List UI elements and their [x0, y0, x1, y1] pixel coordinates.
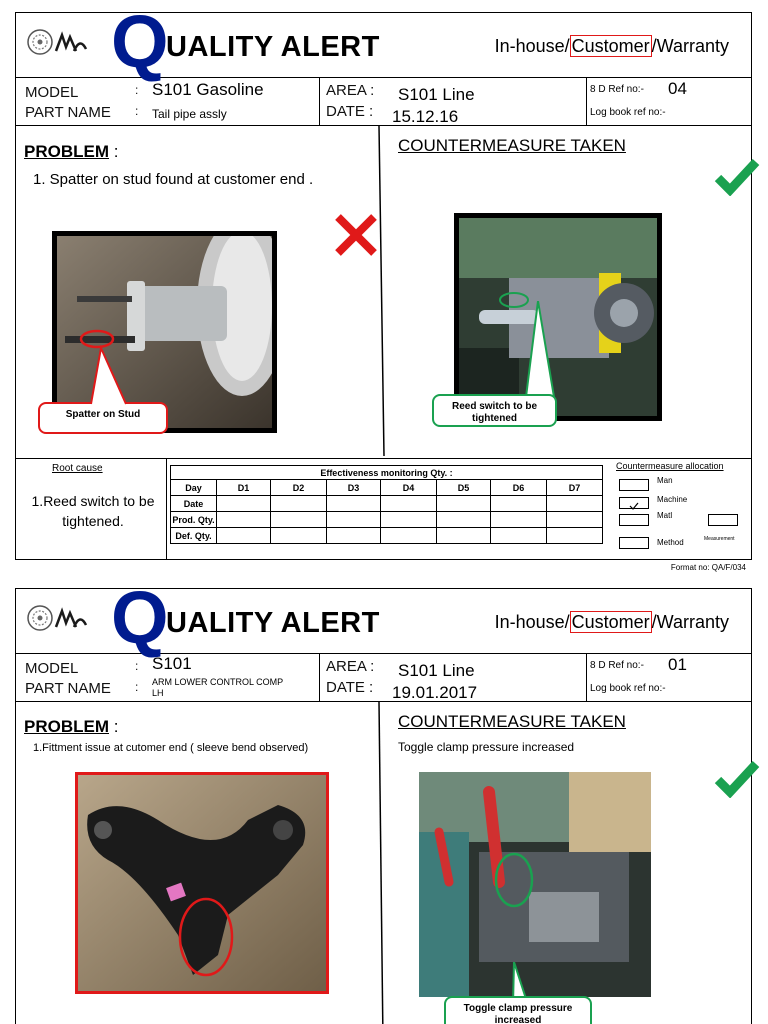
divider	[319, 654, 320, 701]
problem-countermeasure-area	[16, 126, 751, 456]
divider	[166, 459, 167, 560]
warranty-option: /Warranty	[651, 36, 729, 56]
part-name-colon: :	[135, 680, 139, 694]
effectiveness-title: Effectiveness monitoring Qty. :	[171, 466, 603, 480]
divider	[586, 78, 587, 125]
table-cell[interactable]	[381, 496, 437, 512]
company-logo-icon	[26, 603, 92, 633]
reed-switch-callout: Reed switch to be tightened	[432, 394, 557, 427]
quality-alert-sheet-1	[15, 0, 752, 560]
table-cell[interactable]	[547, 528, 603, 544]
problem-heading: PROBLEM :	[24, 717, 119, 736]
date-value: 19.01.2017	[392, 683, 478, 702]
table-cell[interactable]	[491, 512, 547, 528]
ref-value: 04	[668, 79, 687, 98]
row-header-def-qty: Def. Qty.	[171, 528, 217, 544]
countermeasure-description: Toggle clamp pressure increased	[398, 740, 575, 754]
day-header-d4: D4	[381, 480, 437, 496]
row-header-date: Date	[171, 496, 217, 512]
monitoring-row	[16, 458, 751, 560]
date-label: DATE :	[326, 103, 374, 120]
measurement-label: Measurement	[704, 536, 735, 542]
day-header-d6: D6	[491, 480, 547, 496]
table-cell[interactable]	[327, 496, 381, 512]
matl-label: Matl	[657, 511, 673, 520]
company-logo-icon	[26, 27, 92, 57]
problem-countermeasure-area	[16, 702, 751, 1024]
ref-value: 01	[668, 655, 687, 674]
matl-checkbox[interactable]	[619, 514, 649, 526]
source-selector	[495, 612, 729, 633]
table-cell[interactable]	[217, 496, 271, 512]
area-label: AREA :	[326, 82, 375, 99]
ref-label: 8 D Ref no:-	[590, 84, 644, 95]
day-header-d3: D3	[327, 480, 381, 496]
model-value: S101	[152, 654, 192, 673]
customer-option-selected: Customer	[571, 36, 650, 56]
day-header-d2: D2	[271, 480, 327, 496]
page-title: UALITY ALERT	[166, 31, 380, 63]
table-cell[interactable]	[437, 496, 491, 512]
countermeasure-heading: COUNTERMEASURE TAKEN	[398, 136, 626, 155]
logbook-label: Log book ref no:-	[590, 107, 666, 118]
table-cell[interactable]	[217, 528, 271, 544]
part-name-label: PART NAME	[25, 680, 111, 697]
effectiveness-table	[170, 465, 603, 544]
row-header-day: Day	[171, 480, 217, 496]
meta-row	[16, 78, 751, 126]
title-row	[16, 576, 751, 659]
man-checkbox[interactable]	[619, 479, 649, 491]
model-value: S101 Gasoline	[152, 80, 264, 99]
day-header-d7: D7	[547, 480, 603, 496]
row-header-prod-qty: Prod. Qty.	[171, 512, 217, 528]
measurement-checkbox[interactable]	[708, 514, 738, 526]
inhouse-option: In-house/	[494, 612, 570, 632]
customer-option-selected: Customer	[571, 612, 650, 632]
ref-label: 8 D Ref no:-	[590, 660, 644, 671]
problem-description: 1. Spatter on stud found at customer end .	[33, 171, 314, 188]
model-label: MODEL	[25, 660, 79, 677]
check-icon	[714, 156, 760, 196]
title-q-letter: Q	[111, 576, 169, 659]
table-cell[interactable]	[271, 496, 327, 512]
divider	[319, 78, 320, 125]
table-cell[interactable]	[491, 496, 547, 512]
meta-row	[16, 654, 751, 702]
quality-alert-sheet-2	[15, 576, 752, 1024]
format-number: Format no: QA/F/034	[670, 563, 746, 572]
checkmark-icon	[620, 501, 648, 511]
title-row	[16, 0, 751, 83]
check-icon	[714, 758, 760, 798]
table-cell[interactable]	[381, 528, 437, 544]
day-header-d1: D1	[217, 480, 271, 496]
part-name-label: PART NAME	[25, 104, 111, 121]
allocation-title: Countermeasure allocation	[616, 461, 724, 471]
page-title: UALITY ALERT	[166, 607, 380, 639]
table-cell[interactable]	[547, 512, 603, 528]
table-cell[interactable]	[437, 528, 491, 544]
part-name-value-line1: ARM LOWER CONTROL COMP	[152, 677, 284, 687]
date-value: 15.12.16	[392, 107, 459, 126]
root-cause-title: Root cause	[52, 463, 103, 474]
model-colon: :	[135, 659, 139, 673]
model-label: MODEL	[25, 84, 79, 101]
title-q-letter: Q	[111, 0, 169, 83]
date-label: DATE :	[326, 679, 374, 696]
table-cell[interactable]	[437, 512, 491, 528]
problem-description: 1.Fittment issue at cutomer end ( sleeve bend observed)	[33, 742, 309, 754]
machine-label: Machine	[657, 495, 688, 504]
toggle-clamp-callout: Toggle clamp pressure increased	[444, 996, 592, 1024]
machine-checkbox[interactable]	[619, 497, 649, 509]
model-colon: :	[135, 83, 139, 97]
problem-heading: PROBLEM :	[24, 142, 119, 161]
part-name-value-line2: LH	[152, 688, 164, 698]
inhouse-option: In-house/	[494, 36, 570, 56]
table-cell[interactable]	[547, 496, 603, 512]
area-value: S101 Line	[398, 85, 475, 104]
day-header-d5: D5	[437, 480, 491, 496]
area-label: AREA :	[326, 658, 375, 675]
table-cell[interactable]	[491, 528, 547, 544]
part-name-value: Tail pipe assly	[152, 107, 227, 121]
man-label: Man	[657, 476, 673, 485]
method-label: Method	[657, 538, 684, 547]
callout-pointer	[486, 301, 566, 401]
part-name-colon: :	[135, 104, 139, 118]
cross-icon	[333, 212, 379, 258]
area-value: S101 Line	[398, 661, 475, 680]
logbook-label: Log book ref no:-	[590, 683, 666, 694]
table-cell[interactable]	[327, 512, 381, 528]
table-cell[interactable]	[271, 528, 327, 544]
method-checkbox[interactable]	[619, 537, 649, 549]
warranty-option: /Warranty	[651, 612, 729, 632]
control-arm-image	[78, 775, 326, 991]
spatter-callout: Spatter on Stud	[38, 402, 168, 434]
problem-photo	[75, 772, 329, 994]
table-cell[interactable]	[381, 512, 437, 528]
divider	[586, 654, 587, 701]
countermeasure-heading: COUNTERMEASURE TAKEN	[398, 712, 626, 731]
source-selector	[495, 36, 729, 57]
table-cell[interactable]	[271, 512, 327, 528]
callout-pointer	[71, 338, 141, 408]
table-cell[interactable]	[327, 528, 381, 544]
root-cause-text: 1.Reed switch to be tightened.	[31, 493, 155, 529]
table-cell[interactable]	[217, 512, 271, 528]
